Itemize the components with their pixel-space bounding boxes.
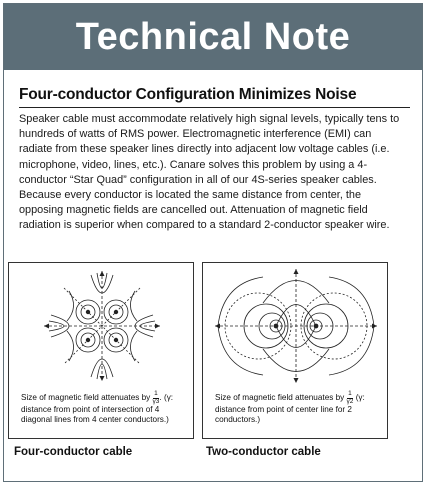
- page-title: Technical Note: [75, 16, 351, 58]
- four-conductor-figure: [8, 262, 194, 439]
- caption-text: Size of magnetic field attenuates by: [215, 393, 345, 403]
- two-conductor-field-diagram: [203, 263, 389, 388]
- fraction-numerator: 1: [348, 390, 352, 397]
- fraction-denominator: γ3: [152, 397, 160, 405]
- two-conductor-figure: [202, 262, 388, 439]
- fraction-denominator: γ2: [346, 397, 354, 405]
- caption-text-continued: (γ: distance from point of center line for 2 conductors.): [215, 393, 365, 424]
- header-banner: [4, 4, 422, 70]
- fraction: [347, 391, 354, 405]
- two-conductor-caption: [215, 391, 383, 425]
- caption-text: Size of magnetic field attenuates by: [21, 393, 151, 403]
- four-conductor-field-diagram: [9, 263, 195, 388]
- four-conductor-label: Four-conductor cable: [14, 446, 133, 458]
- article-subtitle: Four-conductor Configuration Minimizes Noise: [19, 86, 357, 103]
- subtitle-divider: [19, 107, 410, 108]
- four-conductor-caption: [21, 391, 189, 425]
- fraction-numerator: 1: [154, 390, 158, 397]
- article-body: Speaker cable must accommodate relatively high signal levels, typically tens to hundreds of watts of RMS power. Electromagnetic interference (EMI) can radiate from these speaker lines directly into adjacent low voltage cables (i.e. microphone, video, lines, etc.). Canare solves this problem by using a 4-conductor “Star Quad” configuration in all of our 4S-series speaker cables. Because every conductor is located the same distance from center, the opposing magnetic fields are cancelled out. Attenuation of magnetic field radiation is superior when compared to a standard 2-conductor speaker wire.: [19, 113, 400, 232]
- caption-text-continued: . (γ: distance from point of intersection of 4 diagonal lines from 4 center conductors.): [21, 393, 174, 424]
- two-conductor-label: Two-conductor cable: [206, 446, 321, 458]
